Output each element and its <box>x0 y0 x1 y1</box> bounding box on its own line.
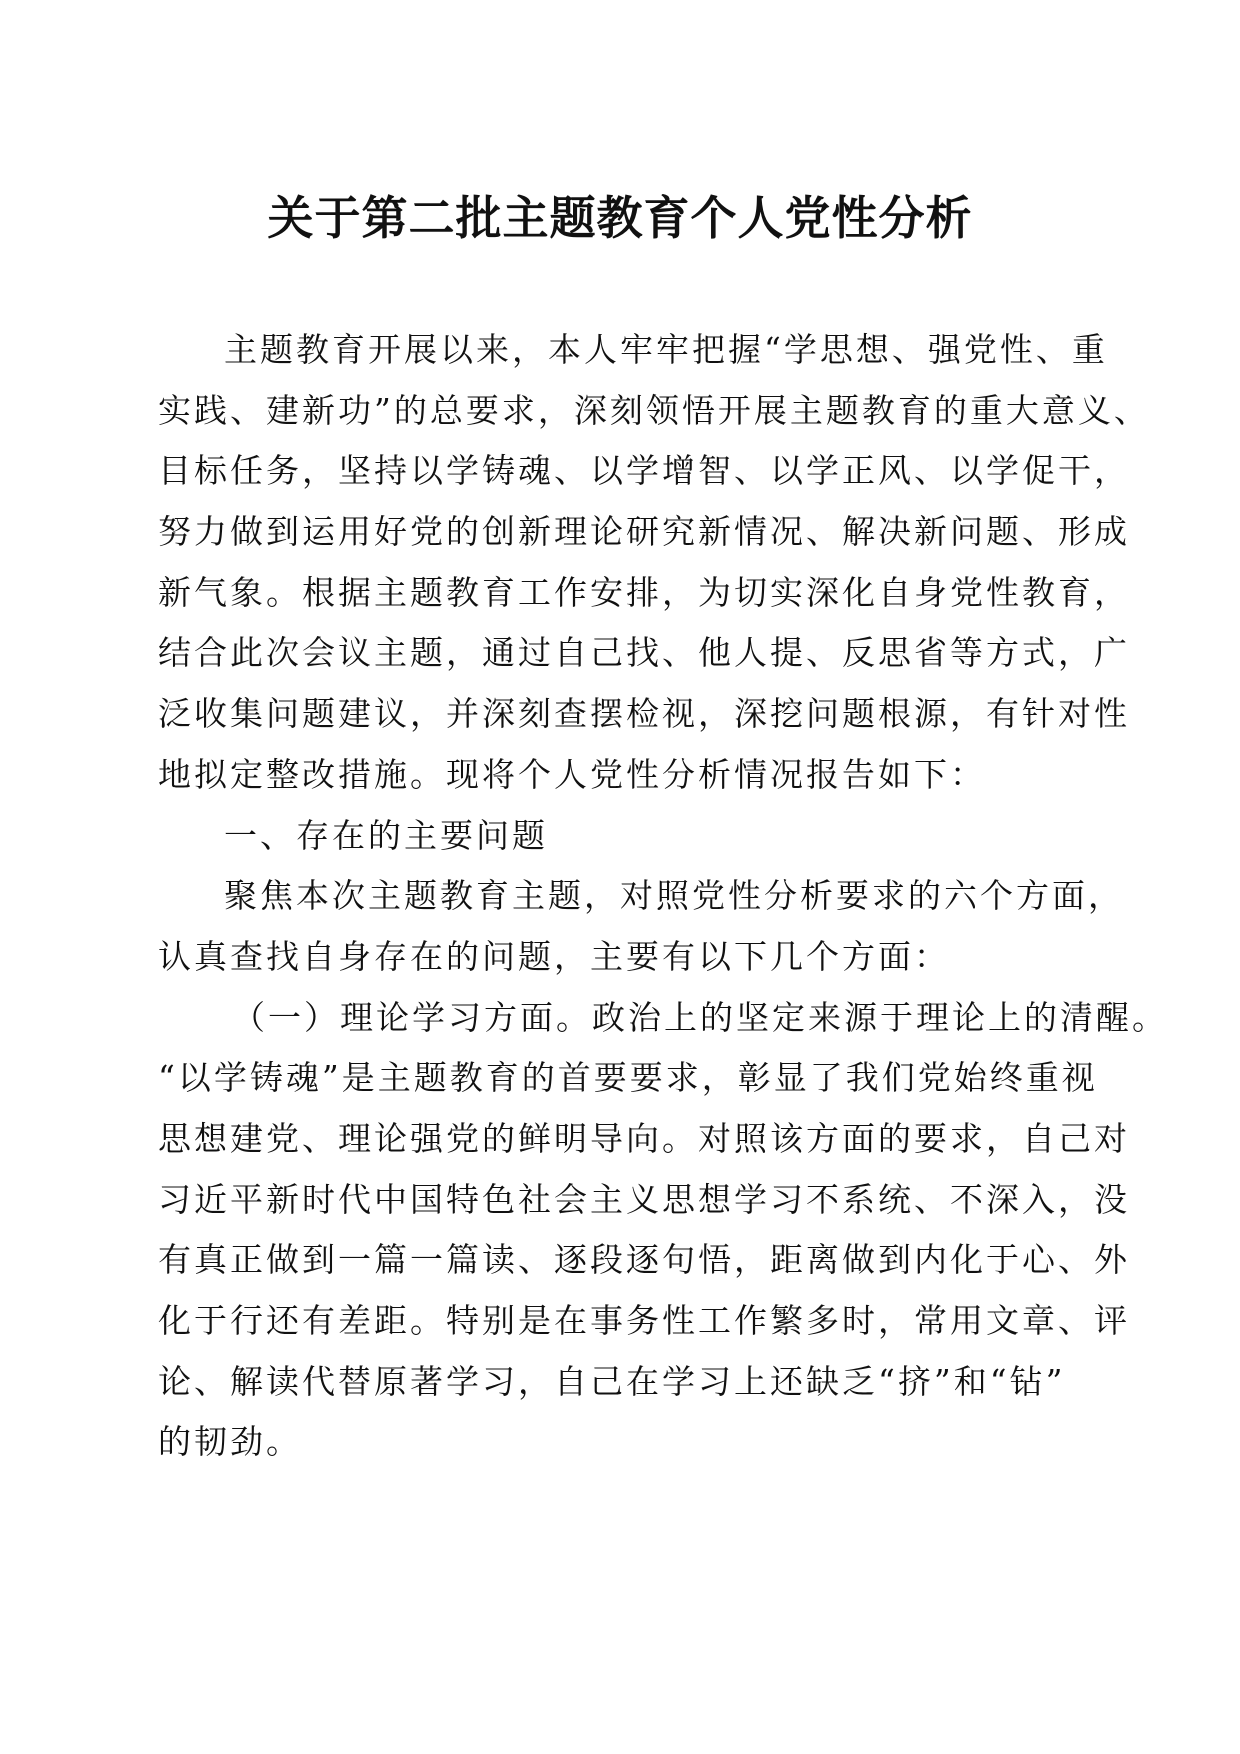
subsection-line: （一）理论学习方面。政治上的坚定来源于理论上的清醒。 <box>232 997 1168 1037</box>
paragraph-line: 聚焦本次主题教育主题，对照党性分析要求的六个方面， <box>224 876 1124 916</box>
paragraph-line: 主题教育开展以来，本人牢牢把握“学思想、强党性、重 <box>224 330 1108 369</box>
paragraph-line: 结合此次会议主题，通过自己找、他人提、反思省等方式，广 <box>158 633 1130 673</box>
paragraph-line: “以学铸魂”是主题教育的首要要求，彰显了我们党始终重视 <box>158 1058 1098 1098</box>
paragraph-line: 目标任务，坚持以学铸魂、以学增智、以学正风、以学促干， <box>158 451 1130 491</box>
paragraph-line: 努力做到运用好党的创新理论研究新情况、解决新问题、形成 <box>158 512 1130 552</box>
paragraph-line: 实践、建新功”的总要求，深刻领悟开展主题教育的重大意义、 <box>158 390 1150 430</box>
paragraph-line: 有真正做到一篇一篇读、逐段逐句悟，距离做到内化于心、外 <box>158 1240 1130 1280</box>
paragraph-line: 思想建党、理论强党的鲜明导向。对照该方面的要求，自己对 <box>158 1118 1130 1158</box>
paragraph-line: 新气象。根据主题教育工作安排，为切实深化自身党性教育， <box>158 572 1130 612</box>
paragraph-line: 论、解读代替原著学习，自己在学习上还缺乏“挤”和“钻” <box>158 1361 1066 1401</box>
paragraph-line: 地拟定整改措施。现将个人党性分析情况报告如下： <box>158 754 986 794</box>
paragraph-line: 泛收集问题建议，并深刻查摆检视，深挖问题根源，有针对性 <box>158 694 1130 734</box>
paragraph-line: 的韧劲。 <box>158 1422 302 1462</box>
paragraph-line: 认真查找自身存在的问题，主要有以下几个方面： <box>158 936 950 976</box>
document-title: 关于第二批主题教育个人党性分析 <box>267 191 973 245</box>
paragraph-line: 化于行还有差距。特别是在事务性工作繁多时，常用文章、评 <box>158 1301 1130 1340</box>
paragraph-line: 习近平新时代中国特色社会主义思想学习不系统、不深入，没 <box>158 1179 1130 1219</box>
document-body <box>158 320 1168 1473</box>
section-heading: 一、存在的主要问题 <box>224 815 548 855</box>
